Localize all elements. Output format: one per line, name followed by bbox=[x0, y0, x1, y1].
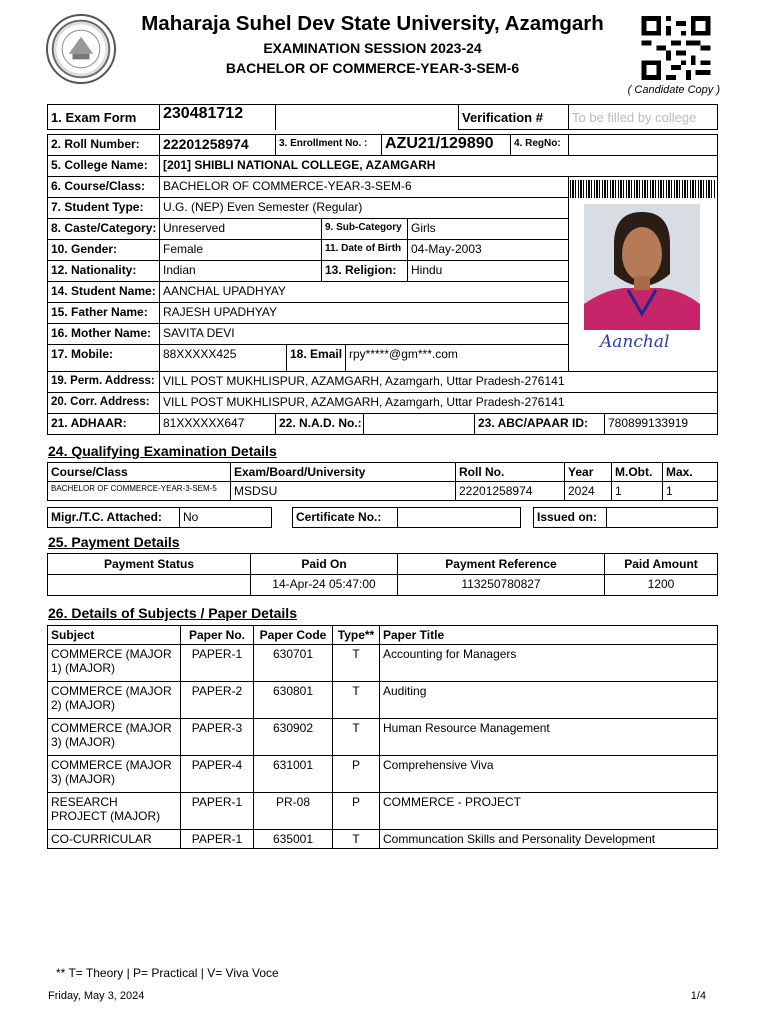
type-legend: ** T= Theory | P= Practical | V= Viva Voce bbox=[56, 966, 279, 980]
cell-paid-on: 14-Apr-24 05:47:00 bbox=[251, 575, 398, 596]
cell-paper-title: COMMERCE - PROJECT bbox=[380, 793, 718, 830]
dob-value: 04-May-2003 bbox=[407, 239, 569, 261]
cell-type: T bbox=[333, 719, 380, 756]
adhaar-value: 81XXXXXX647 bbox=[159, 413, 276, 435]
student-type-label: 7. Student Type: bbox=[47, 197, 160, 219]
col-paid-on: Paid On bbox=[251, 554, 398, 575]
enrollment-label: 3. Enrollment No. : bbox=[275, 134, 382, 156]
payment-table bbox=[47, 553, 718, 596]
table-row bbox=[48, 682, 718, 719]
cell-paid-amount: 1200 bbox=[605, 575, 718, 596]
col-payment-ref: Payment Reference bbox=[398, 554, 605, 575]
course-value: BACHELOR OF COMMERCE-YEAR-3-SEM-6 bbox=[159, 176, 569, 198]
program-title: BACHELOR OF COMMERCE-YEAR-3-SEM-6 bbox=[225, 60, 520, 76]
cell-paper-no: PAPER-1 bbox=[181, 793, 254, 830]
email-label: 18. Email bbox=[286, 344, 346, 372]
abc-label: 23. ABC/APAAR ID: bbox=[474, 413, 605, 435]
migration-value: No bbox=[179, 507, 272, 528]
print-date: Friday, May 3, 2024 bbox=[48, 990, 145, 1002]
college-name: [201] SHIBLI NATIONAL COLLEGE, AZAMGARH bbox=[159, 155, 718, 177]
cell-type: P bbox=[333, 793, 380, 830]
col-paper-code: Paper Code bbox=[254, 626, 333, 645]
student-signature: Aanchal bbox=[600, 332, 670, 352]
cell-paper-no: PAPER-2 bbox=[181, 682, 254, 719]
barcode-icon bbox=[570, 180, 716, 198]
col-payment-status: Payment Status bbox=[48, 554, 251, 575]
student-name: AANCHAL UPADHYAY bbox=[159, 281, 569, 303]
cell-board: MSDSU bbox=[231, 482, 456, 501]
university-name: Maharaja Suhel Dev State University, Azamgarh bbox=[141, 12, 604, 35]
table-row bbox=[48, 645, 718, 682]
subcategory-value: Girls bbox=[407, 218, 569, 240]
cell-paper-code: PR-08 bbox=[254, 793, 333, 830]
table-row bbox=[48, 719, 718, 756]
roll-number: 22201258974 bbox=[159, 134, 276, 156]
verification-label: Verification # bbox=[458, 104, 569, 130]
father-name: RAJESH UPADHYAY bbox=[159, 302, 569, 324]
col-course: Course/Class bbox=[48, 463, 231, 482]
cell-max: 1 bbox=[663, 482, 718, 501]
qr-code-icon bbox=[641, 16, 711, 80]
col-subject: Subject bbox=[48, 626, 181, 645]
cell-course: BACHELOR OF COMMERCE-YEAR-3-SEM-5 bbox=[48, 482, 231, 501]
certificate-label: Certificate No.: bbox=[292, 507, 398, 528]
mother-name-label: 16. Mother Name: bbox=[47, 323, 160, 345]
cell-paper-code: 631001 bbox=[254, 756, 333, 793]
payment-section-title: 25. Payment Details bbox=[48, 534, 180, 550]
cell-subject: RESEARCH PROJECT (MAJOR) bbox=[48, 793, 181, 830]
cell-subject: COMMERCE (MAJOR 3) (MAJOR) bbox=[48, 719, 181, 756]
cell-type: P bbox=[333, 756, 380, 793]
nationality-label: 12. Nationality: bbox=[47, 260, 160, 282]
corr-address-label: 20. Corr. Address: bbox=[47, 392, 160, 414]
cell-paper-no: PAPER-3 bbox=[181, 719, 254, 756]
cell-paper-code: 630902 bbox=[254, 719, 333, 756]
qualifying-table bbox=[47, 462, 718, 501]
adhaar-label: 21. ADHAAR: bbox=[47, 413, 160, 435]
student-photo bbox=[584, 204, 700, 330]
issued-on-label: Issued on: bbox=[533, 507, 607, 528]
perm-address-label: 19. Perm. Address: bbox=[47, 371, 160, 393]
candidate-copy-label: ( Candidate Copy ) bbox=[627, 84, 720, 96]
qualifying-section-title: 24. Qualifying Examination Details bbox=[48, 443, 277, 459]
cell-subject: CO-CURRICULAR bbox=[48, 830, 181, 849]
enrollment-number: AZU21/129890 bbox=[381, 134, 511, 156]
nad-label: 22. N.A.D. No.: bbox=[275, 413, 364, 435]
verification-field: To be filled by college bbox=[568, 104, 718, 130]
cell-paper-code: 630701 bbox=[254, 645, 333, 682]
regno-value bbox=[568, 134, 718, 156]
col-roll: Roll No. bbox=[456, 463, 565, 482]
university-logo bbox=[46, 14, 116, 84]
cell-subject: COMMERCE (MAJOR 1) (MAJOR) bbox=[48, 645, 181, 682]
cell-paper-no: PAPER-1 bbox=[181, 830, 254, 849]
migration-label: Migr./T.C. Attached: bbox=[47, 507, 180, 528]
cell-payment-status bbox=[48, 575, 251, 596]
mobile-label: 17. Mobile: bbox=[47, 344, 160, 372]
cell-subject: COMMERCE (MAJOR 2) (MAJOR) bbox=[48, 682, 181, 719]
cell-paper-title: Communcation Skills and Personality Development bbox=[380, 830, 718, 849]
subjects-section-title: 26. Details of Subjects / Paper Details bbox=[48, 605, 297, 621]
student-type-value: U.G. (NEP) Even Semester (Regular) bbox=[159, 197, 569, 219]
subcategory-label: 9. Sub-Category bbox=[321, 218, 408, 240]
col-max: Max. bbox=[663, 463, 718, 482]
table-row bbox=[48, 756, 718, 793]
page-number: 1/4 bbox=[690, 990, 706, 1002]
nationality-value: Indian bbox=[159, 260, 322, 282]
exam-session: EXAMINATION SESSION 2023-24 bbox=[263, 40, 482, 56]
cell-type: T bbox=[333, 830, 380, 849]
cell-paper-title: Comprehensive Viva bbox=[380, 756, 718, 793]
mobile-value: 88XXXXX425 bbox=[159, 344, 287, 372]
college-label: 5. College Name: bbox=[47, 155, 160, 177]
roll-number-label: 2. Roll Number: bbox=[47, 134, 160, 156]
abc-value: 780899133919 bbox=[604, 413, 718, 435]
cell-paper-no: PAPER-1 bbox=[181, 645, 254, 682]
caste-value: Unreserved bbox=[159, 218, 322, 240]
table-row bbox=[48, 830, 718, 849]
certificate-value bbox=[397, 507, 521, 528]
gender-value: Female bbox=[159, 239, 322, 261]
issued-on-value bbox=[606, 507, 718, 528]
nad-value bbox=[363, 413, 475, 435]
cell-paper-title: Human Resource Management bbox=[380, 719, 718, 756]
cell-type: T bbox=[333, 645, 380, 682]
cell-roll: 22201258974 bbox=[456, 482, 565, 501]
cell-type: T bbox=[333, 682, 380, 719]
table-row bbox=[48, 793, 718, 830]
cell-paper-code: 635001 bbox=[254, 830, 333, 849]
cell-paper-no: PAPER-4 bbox=[181, 756, 254, 793]
col-paper-title: Paper Title bbox=[380, 626, 718, 645]
cell-paper-title: Accounting for Managers bbox=[380, 645, 718, 682]
corr-address: VILL POST MUKHLISPUR, AZAMGARH, Azamgarh, Uttar Pradesh-276141 bbox=[159, 392, 718, 414]
regno-label: 4. RegNo: bbox=[510, 134, 569, 156]
table-row bbox=[48, 482, 718, 501]
table-row bbox=[48, 575, 718, 596]
father-name-label: 15. Father Name: bbox=[47, 302, 160, 324]
course-label: 6. Course/Class: bbox=[47, 176, 160, 198]
cell-subject: COMMERCE (MAJOR 3) (MAJOR) bbox=[48, 756, 181, 793]
email-value: rpy*****@gm***.com bbox=[345, 344, 569, 372]
col-year: Year bbox=[565, 463, 612, 482]
religion-label: 13. Religion: bbox=[321, 260, 408, 282]
exam-form-number: 230481712 bbox=[159, 104, 276, 130]
gender-label: 10. Gender: bbox=[47, 239, 160, 261]
caste-label: 8. Caste/Category: bbox=[47, 218, 160, 240]
subjects-table bbox=[47, 625, 718, 849]
cell-paper-title: Auditing bbox=[380, 682, 718, 719]
student-name-label: 14. Student Name: bbox=[47, 281, 160, 303]
col-mobt: M.Obt. bbox=[612, 463, 663, 482]
cell-year: 2024 bbox=[565, 482, 612, 501]
exam-form-label: 1. Exam Form bbox=[47, 104, 160, 130]
cell-payment-ref: 113250780827 bbox=[398, 575, 605, 596]
col-paper-no: Paper No. bbox=[181, 626, 254, 645]
col-paid-amount: Paid Amount bbox=[605, 554, 718, 575]
religion-value: Hindu bbox=[407, 260, 569, 282]
col-type: Type** bbox=[333, 626, 380, 645]
form-top-rule bbox=[47, 104, 718, 105]
cell-paper-code: 630801 bbox=[254, 682, 333, 719]
cell-mobt: 1 bbox=[612, 482, 663, 501]
col-exam-board: Exam/Board/University bbox=[231, 463, 456, 482]
mother-name: SAVITA DEVI bbox=[159, 323, 569, 345]
perm-address: VILL POST MUKHLISPUR, AZAMGARH, Azamgarh, Uttar Pradesh-276141 bbox=[159, 371, 718, 393]
dob-label: 11. Date of Birth bbox=[321, 239, 408, 261]
